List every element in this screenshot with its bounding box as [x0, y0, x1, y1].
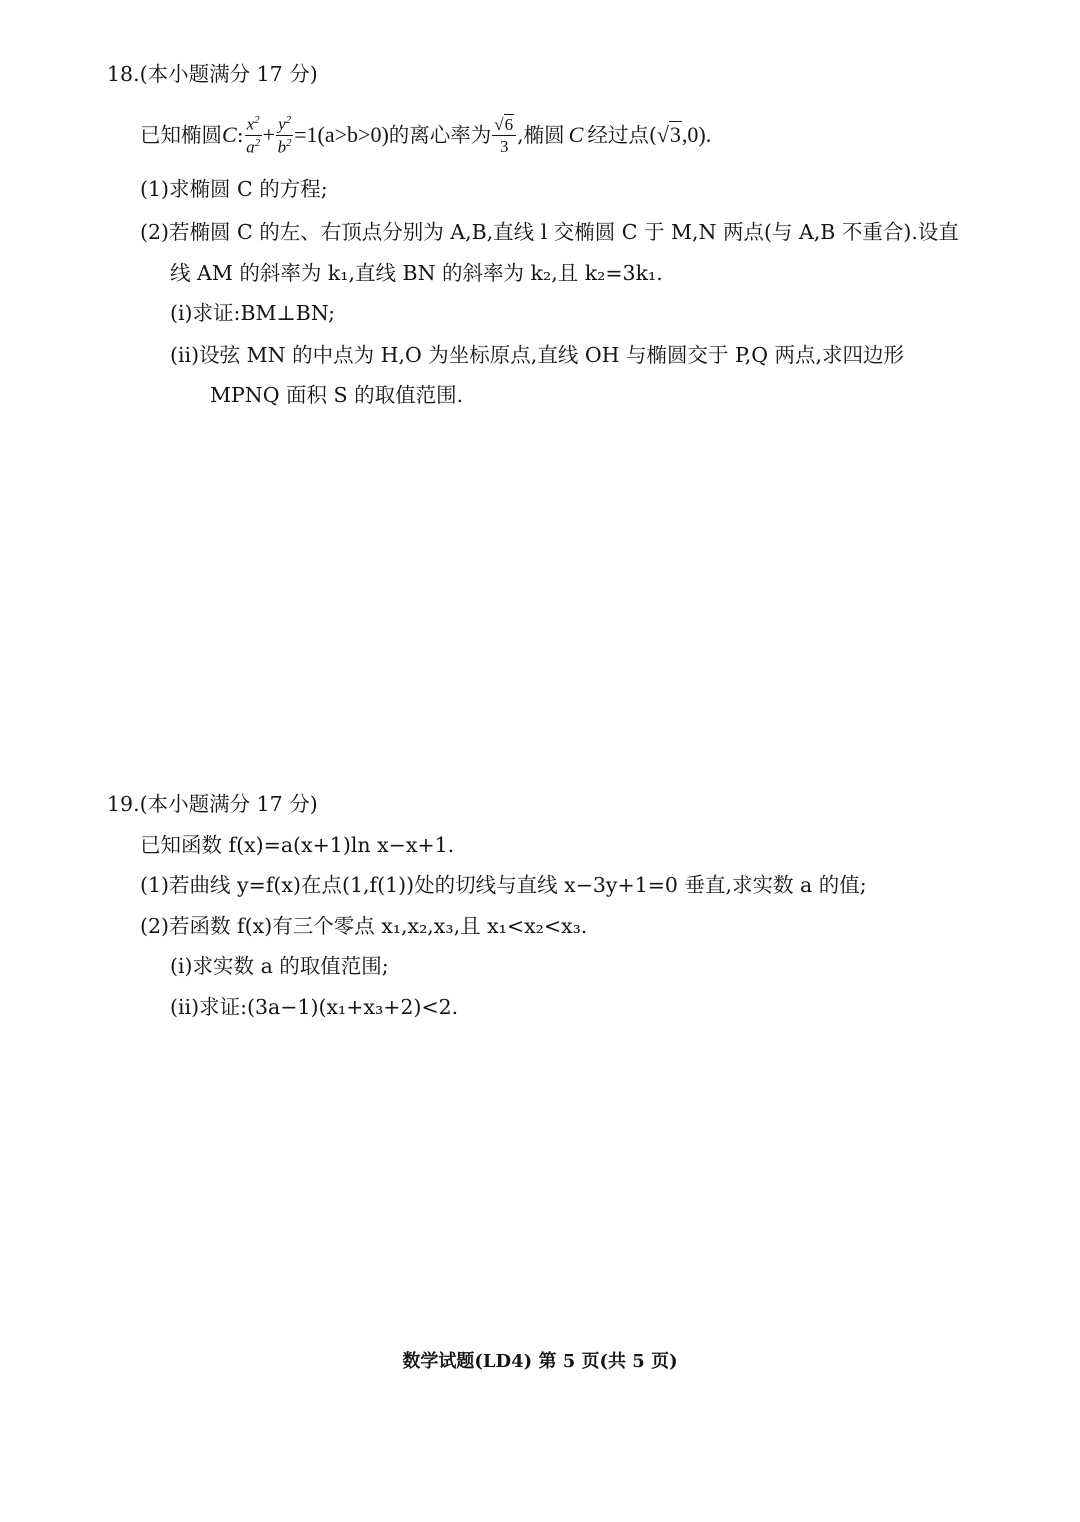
sqrt-3: √3 [656, 122, 681, 147]
q19-part2: (2)若函数 f(x)有三个零点 x₁,x₂,x₃,且 x₁<x₂<x₃. [140, 914, 588, 938]
q18-intro-e: 经过点( [587, 122, 657, 147]
q18-header: 18.(本小题满分 17 分) [107, 62, 318, 86]
q18-point-rest: ,0). [681, 122, 712, 147]
q19-part2-i: (ⅰ)求实数 a 的取值范围; [170, 954, 389, 978]
q19-intro: 已知函数 f(x)=a(x+1)ln x−x+1. [140, 833, 455, 857]
fraction-y2-b2: $\frac{y^2}{b^2}$ [277, 113, 292, 157]
q18-ellipse-name: C [222, 122, 237, 147]
q18-intro-d: C [568, 122, 584, 147]
page-footer: 数学试题(LD4) 第 5 页(共 5 页) [402, 1351, 678, 1372]
q18-part2-ii-line2: MPNQ 面积 S 的取值范围. [210, 383, 464, 407]
q18-part2-ii-line1: (ⅱ)设弦 MN 的中点为 H,O 为坐标原点,直线 OH 与椭圆交于 P,Q 两点,求四边形 [170, 343, 905, 367]
fraction-x2-a2: $\frac{x^2}{a^2}$ [246, 113, 261, 157]
q19-part2-ii: (ⅱ)求证:(3a−1)(x₁+x₃+2)<2. [170, 995, 459, 1019]
q18-intro-a: 已知椭圆 [140, 122, 222, 147]
q18-part1: (1)求椭圆 C 的方程; [140, 177, 328, 201]
q18-condition: 1(a>b>0) [306, 122, 389, 147]
q18-intro-b: 的离心率为 [388, 122, 492, 147]
q18-intro-c: ,椭圆 [517, 122, 565, 147]
q18-part2-line1: (2)若椭圆 C 的左、右顶点分别为 A,B,直线 l 交椭圆 C 于 M,N 两点(与 A,B 不重合).设直 [140, 220, 959, 244]
q18-intro: 已知椭圆 C : $\frac{x^2}{a^2}$ + $\frac{y^2}{b^2}$ = 1(a>b>0) 的离心率为 $\frac{√6}{3}$ ,椭圆 C 经过点( √3 ,0). [140, 113, 712, 157]
fraction-sqrt6-over-3: $\frac{√6}{3}$ [492, 116, 516, 155]
q19-part1: (1)若曲线 y=f(x)在点(1,f(1))处的切线与直线 x−3y+1=0 垂直,求实数 a 的值; [140, 873, 867, 897]
q19-header: 19.(本小题满分 17 分) [107, 792, 318, 816]
q18-part2-line2: 线 AM 的斜率为 k₁,直线 BN 的斜率为 k₂,且 k₂=3k₁. [170, 261, 663, 285]
q18-part2-i: (ⅰ)求证:BM⊥BN; [170, 301, 335, 325]
